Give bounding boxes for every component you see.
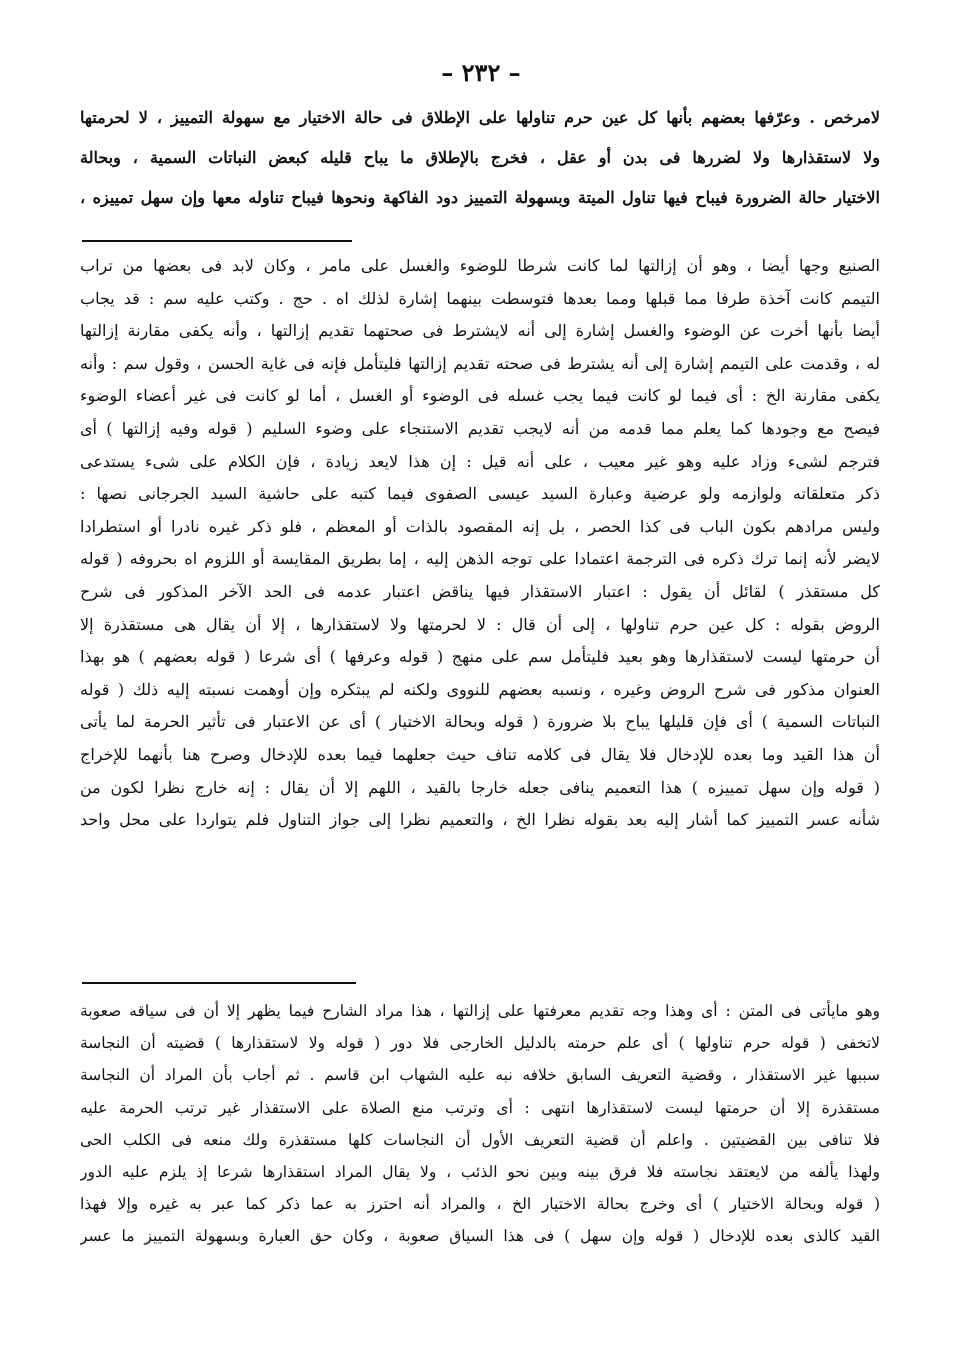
sharh-line: أيضا بأنها أخرت عن الوضوء والغسل إشارة إلى أنه لايشترط فى صحتهما تقديم إزالتها ، وأنه يكفى مقارنة إزالتها: [80, 321, 880, 341]
section-divider-line: [82, 240, 352, 242]
hashiya-line: القيد كالذى بعده للإدخال ( قوله وإن سهل ) فى هذا السياق صعوبة ، وكان حق العبارة وبسهولة التمييز ما عسر: [80, 1227, 880, 1246]
hashiya-line: مستقذرة إلا أن حرمتها ليست لاستقذارها انتهى : أى وترتب منع الصلاة على الاستقذار غير ترتب الحرمة عليه: [80, 1098, 880, 1117]
hashiya-line: لاتخفى ( قوله حرم تناولها ) أى علم حرمته بالدليل الخارجى فلا دور ( قوله ولا لاستقذارها ) قضيته أن النجاسة: [80, 1034, 880, 1053]
matn-line: لامرخص . وعرّفها بعضهم بأنها كل عين حرم تناولها على الإطلاق فى حالة الاختيار مع سهولة التمييز ، لا لحرمتها: [80, 108, 880, 127]
sharh-line: أن حرمتها ليست لاستقذارها وهو بعيد فليتأمل سم على منهج ( قوله وعرفها ) أى شرعا ( قوله بعضهم ) هو بهذا: [80, 647, 880, 667]
sharh-line: النباتات السمية ) أى فإن قليلها يباح بلا ضرورة ( قوله وبحالة الاختيار ) أى عن الاعتبار فى تأثير الحرمة لما يأتى: [80, 712, 880, 732]
sharh-line: يكفى مقارنة الخ : أى فيما لو كانت فيما يجب غسله فى الوضوء أو الغسل ، أما لو كانت فى غير أعضاء الوضوء: [80, 386, 880, 406]
hashiya-line: ( قوله وبحالة الاختيار ) أى وخرج بحالة الاختيار الخ ، والمراد أنه احترز به عما ذكر كما عبر به غيره وإلا فهذا: [80, 1195, 880, 1214]
sharh-line: وليس مرادهم بكون الباب فى كذا الحصر ، بل إنه المقصود بالذات أو المعظم ، فلو ذكر غيره نادرا أو استطرادا: [80, 516, 880, 536]
matn-line: ولا لاستقذارها ولا لضررها فى بدن أو عقل ، فخرج بالإطلاق ما يباح قليله كبعض النباتات السمية ، وبحالة: [80, 148, 880, 167]
sharh-line: التيمم كانت آخذة طرفا مما قبلها ومما بعدها فتوسطت بينهما إشارة لذلك اه . حج . وكتب عليه سم : قد يجاب: [80, 288, 880, 308]
sharh-line: فيصح مع وجودها كما يعلم مما قدمه من أنه لايجب تقديم الاستنجاء على وضوء السليم ( قوله وفيه إزالتها ) أى: [80, 418, 880, 438]
hashiya-line: سببها غير الاستقذار ، وقضية التعريف السابق خلافه نبه عليه الشهاب ابن قاسم . ثم أجاب بأن المراد أن النجاسة: [80, 1066, 880, 1085]
sharh-line: أن هذا القيد وما بعده للإدخال فلا يقال فى كلامه تناف حيث جعلهما فيما بعده للإدخال وصرح هنا بأنهما للإخراج: [80, 744, 880, 764]
hashiya-line: ولهذا يألفه من لايعتقد نجاسته فلا فرق بينه وبين نحو الذئب ، ولا يقال المراد استقذارها شرعا إذ يلزم عليه الدور: [80, 1163, 880, 1182]
sharh-line: لايضر لأنه إنما ترك ذكره فى الترجمة اعتمادا على توجه الذهن إليه ، إما بطريق المقايسة أو اللزوم اه بحروفه ( قوله: [80, 549, 880, 569]
sharh-commentary-block: [80, 250, 880, 837]
hashiya-line: وهو مايأتى فى المتن : أى وهذا وجه تقديم معرفتها على إزالتها ، هذا مراد الشارح فيما يظهر إلا أن فى سياقه صعوبة: [80, 1002, 880, 1020]
hashiya-footnote-block: [80, 995, 880, 1253]
sharh-line: ذكر متعلقاته ولوازمه ولو عرضية وعبارة السيد عيسى الصفوى فيما كتبه على حاشية السيد الجرجانى نصها :: [80, 484, 880, 504]
sharh-line: الصنيع وجها أيضا ، وهو أن إزالتها لما كانت شرطا للوضوء والغسل على مامر ، وكان لابد فى بعضها من تراب: [80, 256, 880, 275]
sharh-line: العنوان مذكور فى شرح الروض وغيره ، ونسبه بعضهم للنووى ولكنه لم يبتكره وإن أوهمت نسبته إليه ذلك ( قوله: [80, 679, 880, 699]
sharh-line: شأنه عسر التمييز كما أشار إليه بعد بقوله نظرا الخ ، والتعميم نظرا إلى جواز التناول فلم يتواردا على محل واحد: [80, 810, 880, 830]
page-number: – ٢٣٢ –: [441, 58, 521, 87]
hashiya-line: فلا تنافى بين القضيتين . واعلم أن قضية التعريف الأول أن النجاسات كلها مستقذرة ولك منعه فى الكلب الحى: [80, 1130, 880, 1149]
sharh-line: الروض بقوله : كل عين حرم تناولها ، إلى أن قال : لا لحرمتها ولا لاستقذارها ، إلا أن يقال هى مستقذرة إلا: [80, 614, 880, 634]
sharh-line: ( قوله وإن سهل تمييزه ) هذا التعميم ينافى جعله خارجا بالقيد ، اللهم إلا أن يقال : إنه خارج نظرا لكون من: [80, 777, 880, 797]
matn-text-block: [80, 98, 880, 218]
sharh-line: فترجم لشىء وزاد عليه وهو غير معيب ، على أنه قيل : إن هذا لايعد زيادة ، فإن الكلام على شىء يستدعى: [80, 451, 880, 471]
sharh-line: كل مستقذر ) لقائل أن يقول : اعتبار الاستقذار فيها يناقض اعتبار عدمه فى الحد الآخر المذكور فى شرح: [80, 581, 880, 601]
matn-line: الاختيار حالة الضرورة فيباح فيها تناول الميتة وبسهولة التمييز دود الفاكهة ونحوها فيباح تناوله معها وإن سهل تمييزه ،: [80, 188, 880, 207]
section-divider-line: [82, 982, 356, 984]
sharh-line: له ، وقدمت على التيمم إشارة إلى أنه يشترط فى صحته تقديم إزالتها فليتأمل فإنه فى غاية الحسن ، وقول سم : وأنه: [80, 353, 880, 373]
